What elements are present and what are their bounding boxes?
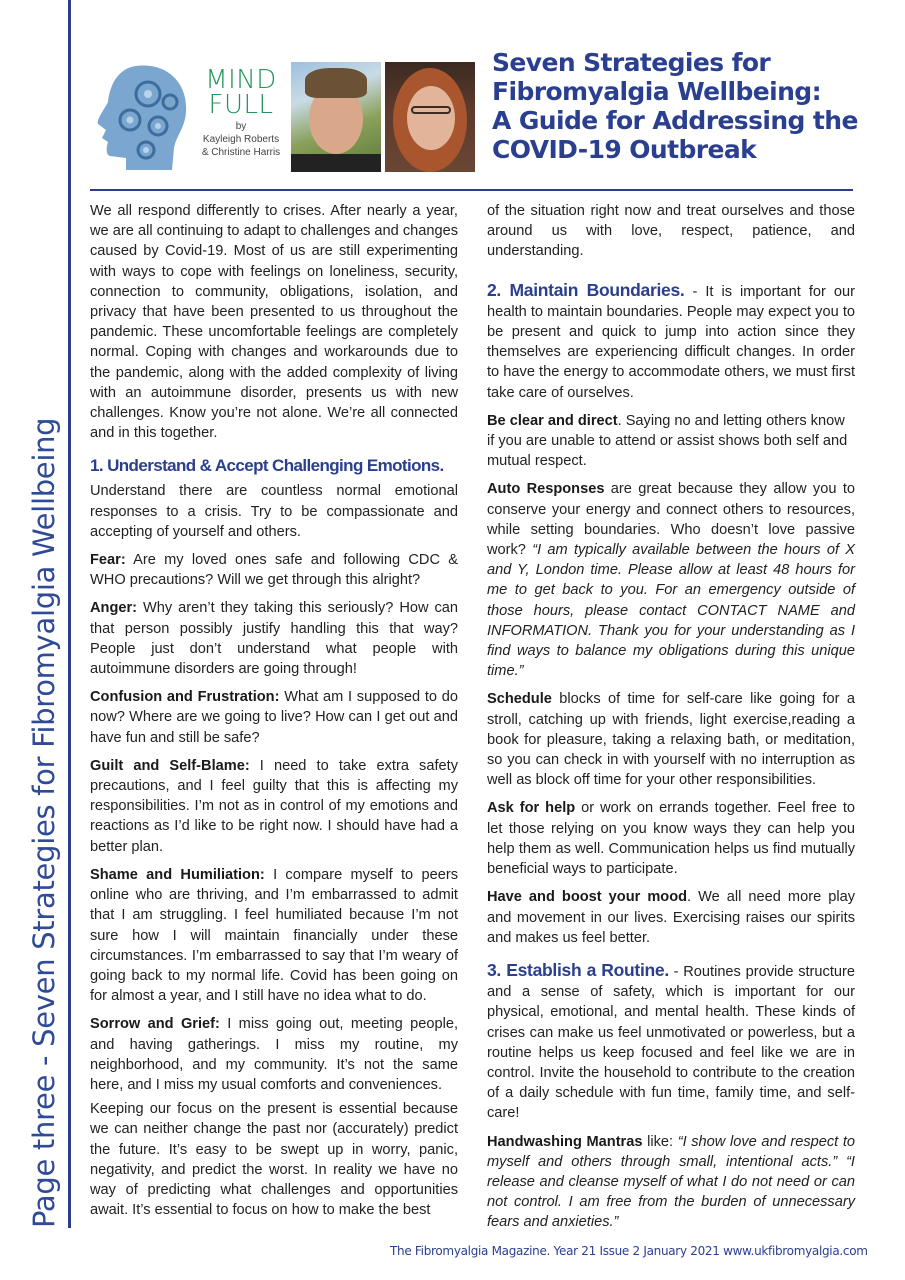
author-photo-kayleigh bbox=[291, 62, 381, 172]
side-vertical-rule bbox=[68, 0, 71, 1228]
title-line-4: COVID-19 Outbreak bbox=[492, 135, 757, 164]
auto-responses-quote: “I am typically available between the hours of X and Y, London time. Please allow at least 48 hours for me to get back to you. For an emergency outside of those hours, please contact CONTACT NAME and INFORMATION. Thank you for your understanding as I find ways to balance my obligations during this unique time.” bbox=[487, 542, 856, 680]
emotion-label: Shame and Humiliation: bbox=[90, 866, 265, 883]
brand-by: by bbox=[235, 121, 247, 132]
left-column bbox=[90, 201, 458, 1228]
emotion-text: What am I supposed to do now? Where are we going to live? How can I get out and have fun and still be safe? bbox=[90, 689, 458, 746]
section-3 bbox=[487, 960, 855, 1124]
mantras-like: like: bbox=[642, 1133, 678, 1150]
emotion-label: Confusion and Frustration: bbox=[90, 689, 280, 706]
emotion-confusion bbox=[90, 687, 458, 748]
be-clear-paragraph bbox=[487, 411, 855, 472]
schedule-label: Schedule bbox=[487, 691, 552, 708]
continuation-paragraph: of the situation right now and treat ourselves and those around us with love, respect, patience, and understanding. bbox=[487, 203, 855, 260]
auto-responses-text: are great because they allow you to conserve your energy and connect others to resources, while setting boundaries. Who doesn’t love passive work? bbox=[487, 481, 855, 559]
mantras-label: Handwashing Mantras bbox=[487, 1133, 643, 1150]
author-photo-christine bbox=[385, 62, 475, 172]
page-footer: The Fibromyalgia Magazine. Year 21 Issue 2 January 2021 www.ukfibromyalgia.com bbox=[390, 1244, 868, 1258]
emotion-anger bbox=[90, 598, 458, 679]
intro-paragraph: We all respond differently to crises. After nearly a year, we are all continuing to adapt to challenges and changes caused by Covid-19. Most of us are still experimenting with ways to cope with feelings on loneliness, security, connection to community, obligations, isolation, and privacy that have been presented to us throughout the pandemic. These uncomfortable feelings are completely normal. Coping with changes and workarounds due to the pandemic, along with the added complexity of living with an autoimmune disorder, presents us with new challenges. Know you’re not alone. We’re all connected and in this together. bbox=[90, 203, 458, 442]
mantras-paragraph bbox=[487, 1132, 855, 1233]
be-clear-label: Be clear and direct bbox=[487, 412, 618, 429]
emotion-fear bbox=[90, 550, 458, 590]
ask-help-label: Ask for help bbox=[487, 800, 576, 817]
mood-text: . We all need more play and movement in our lives. Exercising raises our spirits and makes us feel better. bbox=[487, 889, 855, 946]
section-2-heading: 2. Maintain Boundaries. bbox=[487, 279, 685, 300]
schedule-paragraph bbox=[487, 689, 855, 790]
schedule-text: blocks of time for self-care like going for a stroll, catching up with friends, light exercise,reading a book for pleasure, taking a relaxing bath, or meditation, so you can check in with yourself with no interruption as well as block off time for your other responsibilities. bbox=[487, 691, 855, 789]
auto-responses-paragraph bbox=[487, 479, 855, 681]
article-title bbox=[492, 48, 872, 164]
ask-help-text: or work on errands together. Feel free to let those relying on you know ways they can help you help them as well. Communication helps us find mutually beneficial ways to participate. bbox=[487, 800, 855, 878]
right-column bbox=[487, 201, 855, 1241]
emotion-guilt bbox=[90, 756, 458, 857]
title-line-2: Fibromyalgia Wellbeing: bbox=[492, 77, 821, 106]
brand-author-1: Kayleigh Roberts bbox=[202, 134, 280, 145]
emotion-label: Fear: bbox=[90, 552, 126, 569]
emotion-label: Anger: bbox=[90, 600, 138, 617]
column-header-graphic bbox=[96, 60, 476, 175]
emotion-label: Sorrow and Grief: bbox=[90, 1016, 220, 1033]
side-page-title: Page three - Seven Strategies for Fibromyalgia Wellbeing bbox=[27, 417, 61, 1228]
be-clear-text: . Saying no and letting others know if you are unable to attend or assist shows both self and mutual respect. bbox=[487, 412, 848, 470]
emotion-text: I compare myself to peers online who are thriving, and I’m embarrassed to admit that I am struggling. I feel humiliated because I’m not sure how I will maintain financially under these circumstances. I’m embarrassed to say that I’m weary of going back to my normal life. Covid has been going on for almost a year, and I still have no idea what to do. bbox=[90, 866, 458, 1005]
emotion-text: Are my loved ones safe and following CDC & WHO precautions? Will we get through this alright? bbox=[90, 552, 458, 589]
section-1-heading: 1. Understand & Accept Challenging Emotions. bbox=[90, 456, 444, 476]
section-3-text: - Routines provide structure and a sense of safety, which is important for our physical, emotional, and mental health. These kinds of crises can make us feel unmotivated or powerless, but a routine helps us keep focused and feel like we are in control. Invite the household to contribute to the creation of a daily schedule with fun time, family time, and self-care! bbox=[487, 963, 855, 1122]
gears-head-icon bbox=[96, 62, 192, 172]
title-line-3: A Guide for Addressing the bbox=[492, 106, 858, 135]
section-1-intro: Understand there are countless normal emotional responses to a crisis. Try to be compassionate and accepting of yourself and others. bbox=[90, 483, 458, 540]
mantras-quote: “I show love and respect to myself and others through small, intentional acts.” “I release and cleanse myself of what I do not need or can not control. I am free from the burden of unnecessary fears and anxieties.” bbox=[487, 1133, 856, 1231]
mood-label: Have and boost your mood bbox=[487, 889, 688, 906]
section-2 bbox=[487, 280, 855, 403]
auto-responses-label: Auto Responses bbox=[487, 481, 605, 498]
emotion-label: Guilt and Self-Blame: bbox=[90, 757, 250, 774]
emotion-text: I need to take extra safety precautions, and I feel guilty that this is affecting my responsibilities. I’m not as in control of my emotions and reactions as I’d like to be right now. I should have had a better plan. bbox=[90, 757, 458, 855]
closing-paragraph: Keeping our focus on the present is essential because we can neither change the past nor (accurately) predict the future. It’s easy to be swept up in worry, panic, negativity, and predict the worst. In reality we have no way of predicting what challenges and opportunities await. It’s essential to focus on how to make the best bbox=[90, 1101, 458, 1219]
emotion-text: Why aren’t they taking this seriously? How can that person possibly justify handling this that way? People just don’t understand what people with autoimmune disorders are going through! bbox=[90, 600, 458, 678]
brand-mind: MIND bbox=[205, 65, 277, 95]
mindfull-brand bbox=[196, 65, 286, 159]
mood-paragraph bbox=[487, 887, 855, 948]
emotion-sorrow bbox=[90, 1014, 458, 1095]
ask-help-paragraph bbox=[487, 798, 855, 879]
brand-full: FULL bbox=[208, 90, 274, 120]
emotion-text: I miss going out, meeting people, and having gatherings. I miss my routine, my neighborhood, and my community. It’s not the same here, and I miss my usual comforts and conveniences. bbox=[90, 1016, 458, 1093]
brand-author-2: & Christine Harris bbox=[201, 147, 281, 158]
header-divider bbox=[90, 189, 853, 191]
section-2-text: - It is important for our health to maintain boundaries. People may expect you to be present and quick to jump into action since they themselves are experiencing difficult changes. In order to have the energy to accommodate others, we must first take care of ourselves. bbox=[487, 283, 855, 401]
section-3-heading: 3. Establish a Routine. bbox=[487, 959, 669, 980]
title-line-1: Seven Strategies for bbox=[492, 48, 771, 77]
emotion-shame bbox=[90, 865, 458, 1006]
